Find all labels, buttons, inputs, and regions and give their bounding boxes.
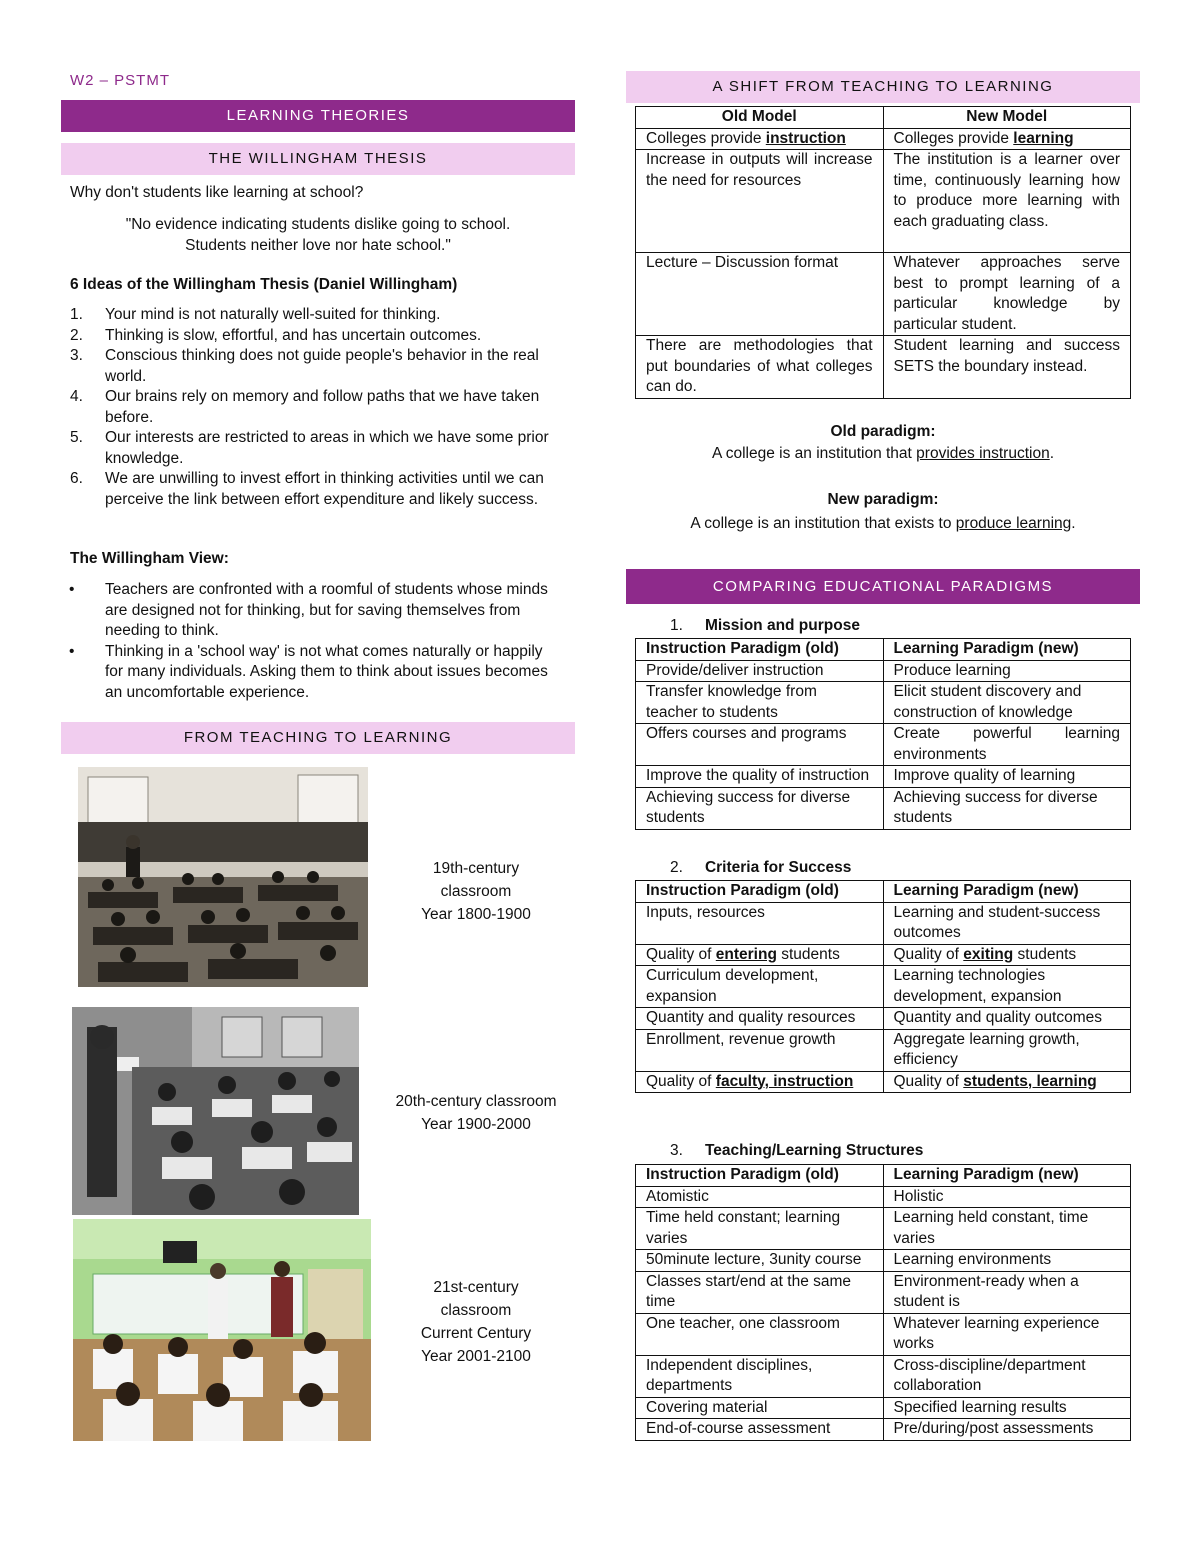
shift-table (635, 106, 1131, 399)
table-row (636, 881, 1131, 903)
list-item: 2. Thinking is slow, effortful, and has uncertain outcomes. (70, 326, 482, 344)
table-row (636, 128, 1131, 150)
table-row: Offers courses and programs Create powerful learning environments (636, 724, 1131, 766)
mission-table (635, 638, 1131, 830)
table-cell: Student learning and success SETS the boundary instead. (883, 336, 1131, 399)
criteria-table (635, 880, 1131, 1093)
table-row: Achieving success for diverse students Achieving success for diverse students (636, 787, 1131, 829)
list-item: • Teachers are confronted with a roomful of students whose minds are designed not for thinking, but for saving themselves from needing to think. (69, 581, 548, 639)
old-paradigm-text: A college is an institution that provides instruction. (711, 445, 1055, 462)
table-row: Improve the quality of instruction Improve quality of learning (636, 766, 1131, 788)
photo-20th-century-classroom (72, 1007, 359, 1215)
table-row: Enrollment, revenue growth Aggregate learning growth, efficiency (636, 1029, 1131, 1071)
classroom-photo-1 (78, 767, 368, 987)
section-3-title: 3. Teaching/Learning Structures (670, 1142, 924, 1159)
classroom-photo-2 (72, 1007, 359, 1215)
caption-19th-century: 19th-century classroom Year 1800-1900 (421, 860, 531, 923)
table-row (636, 336, 1131, 399)
view-heading: The Willingham View: (70, 550, 229, 567)
table-header: Learning Paradigm (new) (883, 881, 1131, 903)
photo-21st-century-classroom (73, 1219, 371, 1441)
table-row (636, 107, 1131, 129)
table-cell: Increase in outputs will increase the need for resources (636, 150, 884, 253)
table-row (636, 253, 1131, 336)
table-row: Atomistic Holistic (636, 1186, 1131, 1208)
table-row (636, 639, 1131, 661)
section-1-title: 1. Mission and purpose (670, 617, 860, 634)
table-row: Time held constant; learning varies Learning held constant, time varies (636, 1208, 1131, 1250)
table-row (636, 1165, 1131, 1187)
table-header: Old Model (636, 107, 884, 129)
table-header: Learning Paradigm (new) (883, 639, 1131, 661)
table-row: Quantity and quality resources Quantity and quality outcomes (636, 1008, 1131, 1030)
ideas-list (61, 305, 561, 510)
table-row: Independent disciplines, departments Cross-discipline/department collaboration (636, 1355, 1131, 1397)
list-item: • Thinking in a 'school way' is not what comes naturally or happily for many individuals. Asking them to think about issues becomes an uncomfortable experience. (69, 642, 548, 701)
table-row: Covering material Specified learning results (636, 1397, 1131, 1419)
from-teaching-band: FROM TEACHING TO LEARNING (61, 722, 575, 754)
table-row: Quality of entering students Quality of exiting students (636, 944, 1131, 966)
table-row: Quality of faculty, instruction Quality of students, learning (636, 1071, 1131, 1093)
comparing-paradigms-band: COMPARING EDUCATIONAL PARADIGMS (626, 569, 1140, 604)
table-row: 50minute lecture, 3unity course Learning environments (636, 1250, 1131, 1272)
caption-21st-century: 21st-century classroom Current Century Year 2001-2100 (420, 1279, 532, 1365)
table-cell: The institution is a learner over time, continuously learning how to produce more learning with each graduating class. (883, 150, 1131, 253)
shift-band: A SHIFT FROM TEACHING TO LEARNING (626, 71, 1140, 103)
learning-theories-band: LEARNING THEORIES (61, 100, 575, 132)
table-row: Transfer knowledge from teacher to students Elicit student discovery and construction of knowledge (636, 682, 1131, 724)
table-cell: Colleges provide learning (883, 128, 1131, 150)
list-item: 6. We are unwilling to invest effort in thinking activities until we can perceive the link between effort expenditure and likely success. (70, 470, 544, 508)
willingham-thesis-band: THE WILLINGHAM THESIS (61, 143, 575, 175)
table-header: Learning Paradigm (new) (883, 1165, 1131, 1187)
table-row: End-of-course assessment Pre/during/post assessments (636, 1419, 1131, 1441)
ideas-heading: 6 Ideas of the Willingham Thesis (Daniel Willingham) (70, 276, 458, 293)
question-text: Why don't students like learning at school? (70, 184, 364, 201)
table-header: New Model (883, 107, 1131, 129)
photo-19th-century-classroom (78, 767, 368, 987)
list-item: 3. Conscious thinking does not guide people's behavior in the real world. (70, 347, 539, 385)
table-row: Inputs, resources Learning and student-success outcomes (636, 902, 1131, 944)
table-row: Curriculum development, expansion Learning technologies development, expansion (636, 966, 1131, 1008)
table-row: One teacher, one classroom Whatever learning experience works (636, 1313, 1131, 1355)
new-paradigm-label: New paradigm: (827, 491, 939, 508)
old-paradigm-label: Old paradigm: (830, 423, 936, 440)
table-header: Instruction Paradigm (old) (636, 639, 884, 661)
structures-table (635, 1164, 1131, 1441)
table-row (636, 150, 1131, 253)
table-row: Provide/deliver instruction Produce learning (636, 660, 1131, 682)
list-item: 4. Our brains rely on memory and follow paths that we have taken before. (70, 388, 540, 426)
table-cell: There are methodologies that put boundaries of what colleges can do. (636, 336, 884, 399)
new-paradigm-text: A college is an institution that exists to produce learning. (690, 515, 1076, 532)
classroom-photo-3 (73, 1219, 371, 1441)
caption-20th-century: 20th-century classroom Year 1900-2000 (395, 1093, 557, 1133)
quote-line-2: Students neither love nor hate school." (185, 237, 451, 254)
list-item: 1. Your mind is not naturally well-suited for thinking. (70, 306, 441, 323)
table-row: Classes start/end at the same time Environment-ready when a student is (636, 1271, 1131, 1313)
section-2-title: 2. Criteria for Success (670, 859, 852, 876)
table-header: Instruction Paradigm (old) (636, 881, 884, 903)
table-cell: Lecture – Discussion format (636, 253, 884, 336)
document-code: W2 – PSTMT (70, 72, 171, 89)
view-list (61, 580, 561, 703)
table-header: Instruction Paradigm (old) (636, 1165, 884, 1187)
table-cell: Colleges provide instruction (636, 128, 884, 150)
list-item: 5. Our interests are restricted to areas in which we have some prior knowledge. (70, 429, 549, 467)
table-cell: Whatever approaches serve best to prompt learning of a particular knowledge by particular student. (883, 253, 1131, 336)
quote-line-1: "No evidence indicating students dislike going to school. (125, 216, 511, 233)
